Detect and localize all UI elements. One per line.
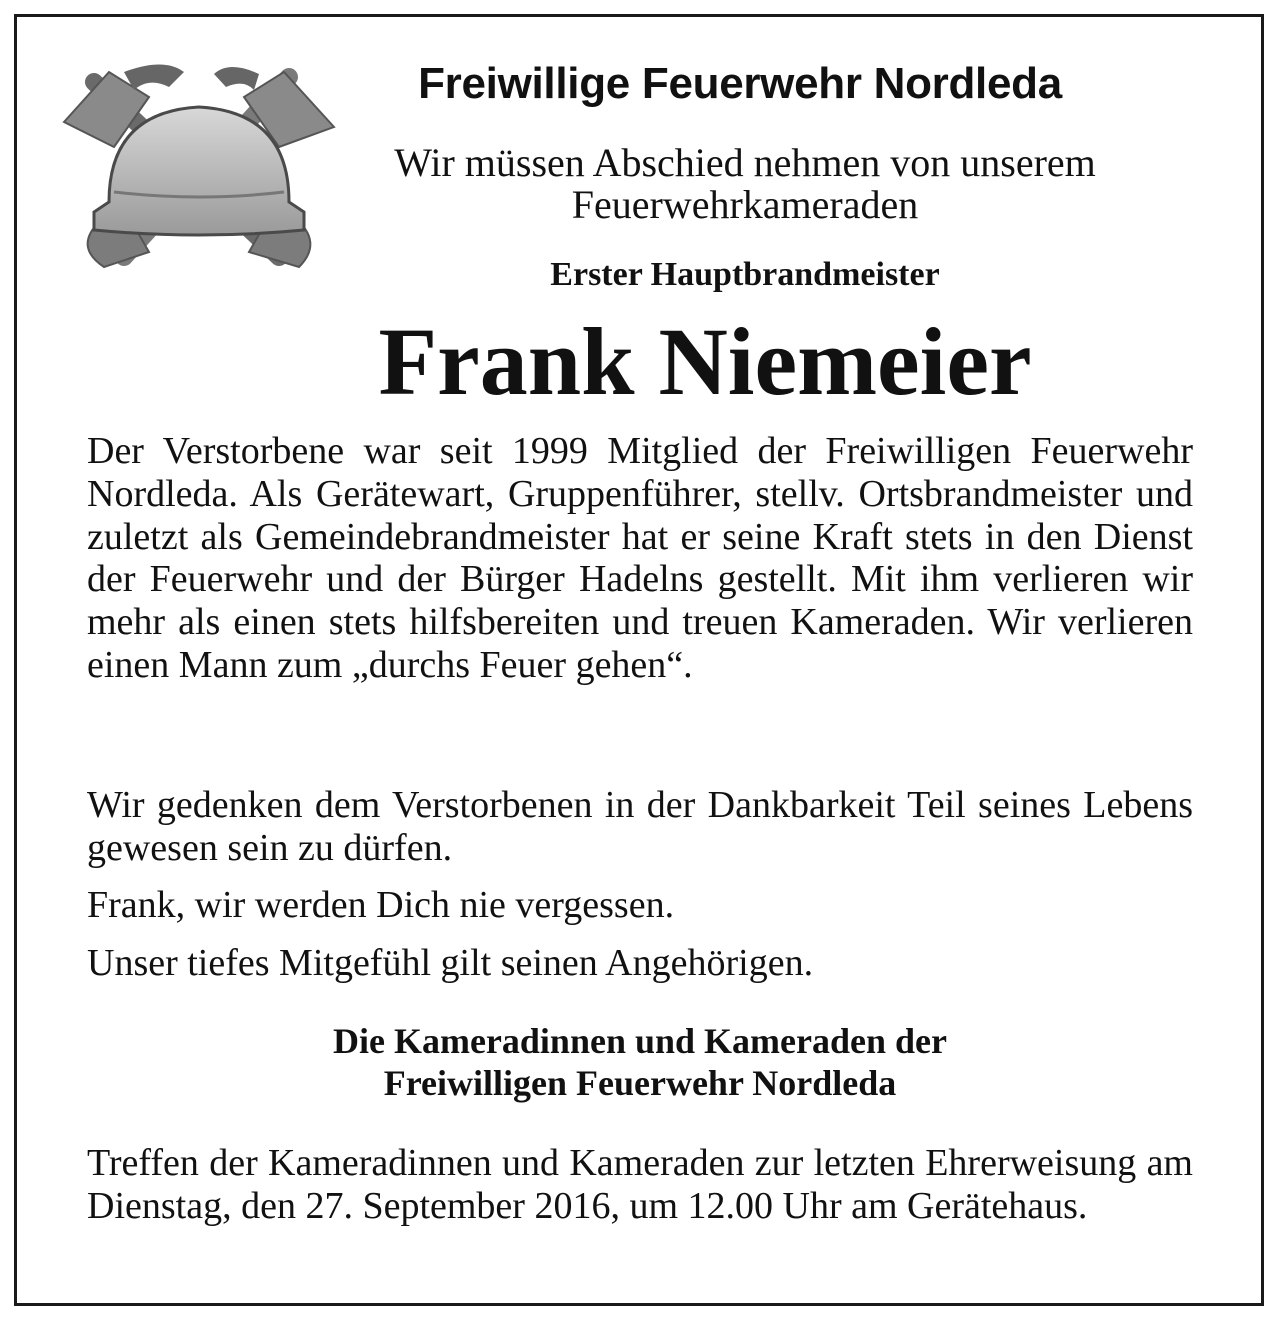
meeting-text: Treffen der Kameradinnen und Kameraden zur letzten Ehrerweisung am Dienstag, den 27. September 2016, um 12.00 Uhr am Gerätehaus. (87, 1142, 1193, 1227)
deceased-name: Frank Niemeier (378, 308, 1032, 415)
signature-line-2: Freiwilligen Feuerwehr Nordleda (383, 1063, 897, 1103)
farewell-line-2: Feuerwehrkameraden (571, 182, 919, 227)
condolence-paragraph (87, 942, 1193, 985)
remembrance-paragraph (87, 884, 1193, 927)
signature-block (90, 1020, 1190, 1104)
gratitude-paragraph (87, 784, 1193, 870)
gratitude-text: Wir gedenken dem Verstorbenen in der Dankbarkeit Teil seines Lebens gewesen sein zu dürfen. (87, 784, 1193, 869)
deceased-rank: Erster Hauptbrandmeister (550, 256, 940, 293)
farewell-line-1: Wir müssen Abschied nehmen von unserem (394, 140, 1096, 185)
organization-title: Freiwillige Feuerwehr Nordleda (418, 59, 1062, 108)
farewell-intro (300, 142, 1190, 226)
condolence-text: Unser tiefes Mitgefühl gilt seinen Angehörigen. (87, 942, 814, 984)
signature-line-1: Die Kameradinnen und Kameraden der (332, 1021, 947, 1061)
biography-text: Der Verstorbene war seit 1999 Mitglied der Freiwilligen Feuerwehr Nordleda. Als Gerätewart, Gruppenführer, stellv. Ortsbrandmeister und zuletzt als Gemeindebrandmeister hat er seine Kraft stets in den Dienst der Feuerwehr und der Bürger Hadelns gestellt. Mit ihm verlieren wir mehr als einen stets hilfsbereiten und treuen Kameraden. Wir verlieren einen Mann zum „durchs Feuer gehen“. (87, 430, 1193, 686)
biography-paragraph (87, 430, 1193, 687)
remembrance-text: Frank, wir werden Dich nie vergessen. (87, 884, 675, 926)
meeting-paragraph (87, 1142, 1193, 1228)
